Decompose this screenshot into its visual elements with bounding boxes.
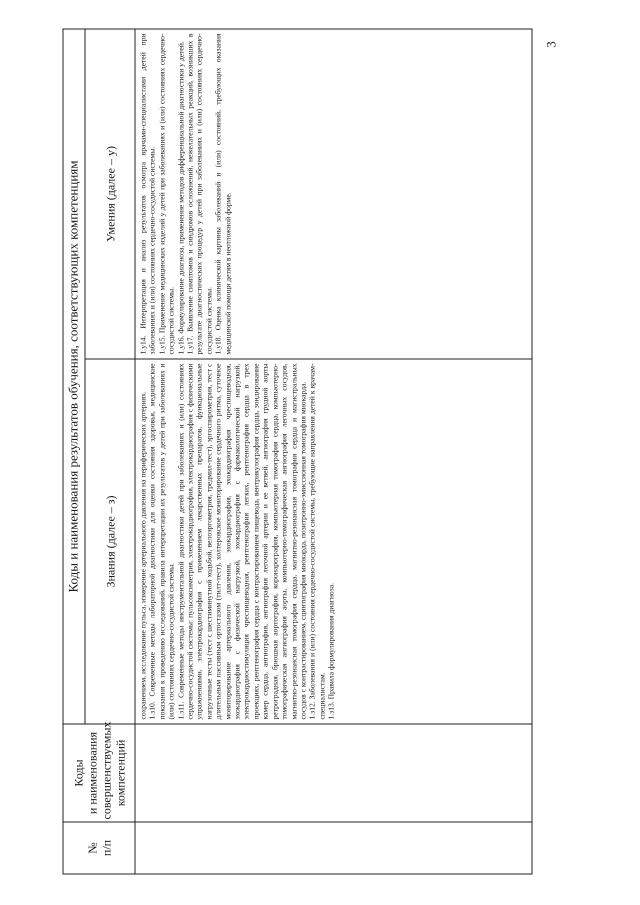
header-skills: Умения (далее – у) bbox=[85, 29, 135, 359]
page-number: 3 bbox=[543, 41, 558, 48]
header-number-text: № п/п bbox=[84, 839, 113, 857]
skill-item: 1.у14. Интерпретация и анализ результатов осмотра врачами-специалистами детей при заболеваниях и (или) состояниях сердечно-сосудистой системы. bbox=[138, 33, 157, 355]
skill-item: 1.у17. Выявление симптомов и синдромов осложнений, нежелательных реакций, возникших в результате диагностических процедур у детей при заболеваниях и (или) состояниях сердечно-сосудистой системы. bbox=[185, 33, 213, 355]
skill-item: 1.у15. Применение медицинских изделий у детей при заболеваниях и (или) состояниях сердечно-сосудистой системы. bbox=[156, 33, 176, 355]
header-group: Коды и наименования результатов обучения, соответствующих компетенциям bbox=[63, 29, 85, 724]
skill-item: 1.у16. Формулирование диагноза, применение методов дифференциальной диагностики у детей. bbox=[175, 41, 185, 355]
skill-item: 1.у18. Оценка клинической картины заболеваний и (или) состояний, требующих оказания медицинской помощи детям в неотложной форме. bbox=[213, 33, 232, 355]
header-knowledge: Знания (далее – з) bbox=[85, 359, 135, 724]
header-number bbox=[63, 822, 135, 874]
knowledge-item: 1.з12. Заболевания и (или) состояния сердечно-сосудистой системы, требующие направления детей к врачам-специалистам. bbox=[307, 363, 326, 720]
competency-table bbox=[62, 29, 532, 875]
knowledge-item: сохранением, исследование пульса, измерение артериального давления на периферических артериях. bbox=[138, 391, 147, 720]
knowledge-cell bbox=[135, 359, 532, 724]
knowledge-item: 1.з10. Современные методы лабораторной диагностики для оценки состояния здоровья, медицинские показания к проведению исследований, правила интерпретации их результатов у детей при заболеваниях и (или) состояниях сердечно-сосудистой системы. bbox=[147, 363, 176, 720]
header-code-text: Коды и наименования совершенствуемых компетенций bbox=[70, 721, 127, 820]
table-row bbox=[135, 29, 532, 874]
rotated-sheet bbox=[62, 30, 566, 875]
skills-cell bbox=[135, 29, 532, 359]
knowledge-item: 1.з13. Правила формулирования диагноза. bbox=[326, 583, 336, 720]
row-number bbox=[135, 822, 532, 874]
header-code bbox=[63, 721, 135, 822]
row-code bbox=[135, 724, 532, 822]
knowledge-item: 1.з11. Современные методы инструментальной диагностики детей при заболеваниях и (или) состояниях сердечно-сосудистой системы: пульсоксиметрия, электрокардиография, электрокардиография с физическими упражнениями, электрокардиография с применением лекарственных препаратов, функциональные нагрузочные тесты (тест с шестиминутной ходьбой, велоэргометрия, тредмил-тест), эргоспирометрия, тест с длительным пассивным ортостазом (тилт-тест), холтеровское мониторирование сердечного ритма, суточное мониторирование артериального давления, эхокардиография, эхокардиография чреспищеводная, эхокардиография с физической нагрузкой, эхокардиография с фармакологической нагрузкой, электрокардиостимуляция чреспищеводная, рентгенография легких, рентгенография сердца в трех проекциях, рентгенография сердца с контрастированием пищевода, вентрикулография сердца, зондирование камер сердца, ангиография, ангиография легочной артерии и ее ветвей, ангиография грудной аорты ретроградная, брюшная аортография, коронарография, компьютерная томография сердца, компьютерно-томографическая ангиография аорты, компьютерно-томографическая ангиография легочных сосудов, магнитно-резонансная томография сердца, магнитно-резонансная томография сердца и магистральных сосудов с контрастированием, сцинтиграфия миокарда, позитронно-эмиссионная томография миокарда. bbox=[175, 363, 307, 720]
